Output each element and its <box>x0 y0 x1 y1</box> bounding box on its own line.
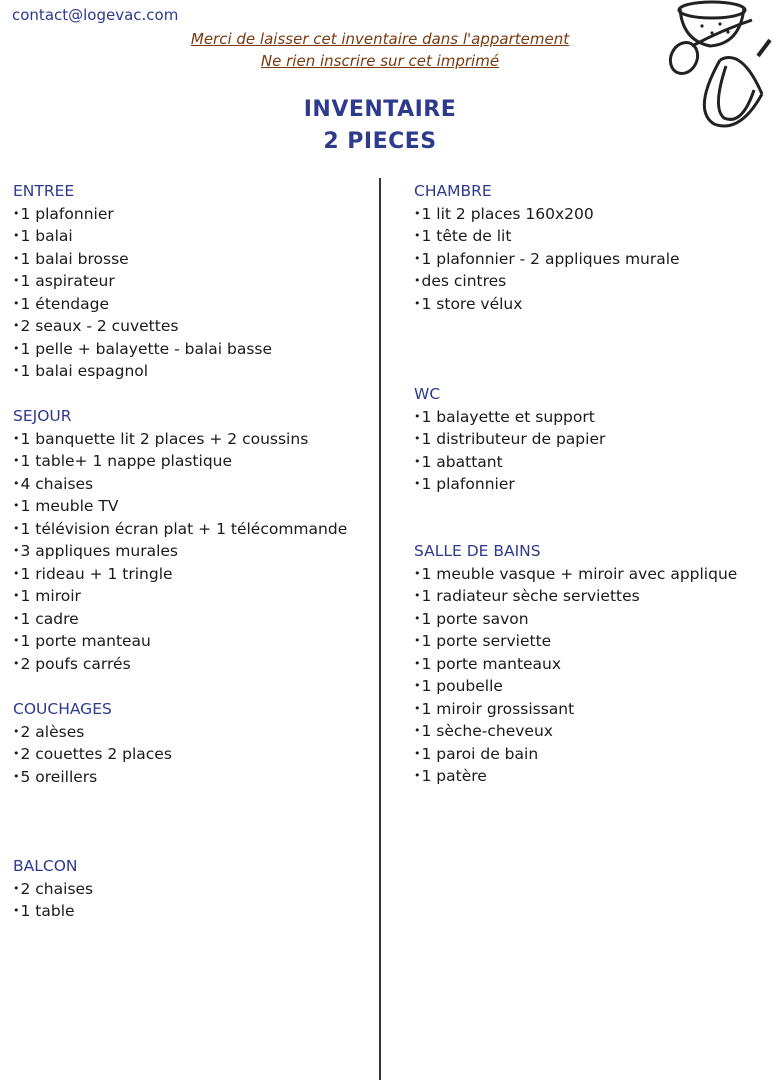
bullet-icon: • <box>13 634 20 647</box>
item-label: 1 rideau + 1 tringle <box>20 564 173 583</box>
bullet-icon: • <box>414 679 421 692</box>
inventory-item <box>13 338 272 361</box>
section-title: CHAMBRE <box>414 182 492 200</box>
section-title: COUCHAGES <box>13 700 112 718</box>
inventory-item <box>13 270 272 293</box>
inventory-item <box>414 653 737 676</box>
item-label: 1 aspirateur <box>20 272 115 290</box>
inventory-subtitle: 2 PIECES <box>323 129 437 154</box>
bullet-icon: • <box>414 229 421 242</box>
inventory-item <box>13 473 347 496</box>
instruction-note-2: Ne rien inscrire sur cet imprimé <box>260 52 500 70</box>
item-label: 1 table <box>20 902 75 920</box>
section-entree <box>13 180 272 383</box>
section-balcon <box>13 855 93 923</box>
item-label: 1 porte serviette <box>421 632 552 650</box>
item-label: 1 sèche-cheveux <box>421 722 553 740</box>
inventory-item <box>414 293 680 316</box>
section-title: ENTREE <box>13 182 75 200</box>
bullet-icon: • <box>13 454 20 467</box>
bullet-icon: • <box>414 769 421 782</box>
inventory-item <box>13 766 172 789</box>
contact-email: contact@logevac.com <box>12 6 179 24</box>
item-label: 1 porte manteau <box>20 632 151 650</box>
item-label: 1 télévision écran plat + 1 télécommande <box>20 519 348 538</box>
bullet-icon: • <box>414 656 421 670</box>
section-wc <box>414 383 605 496</box>
item-label: 1 étendage <box>20 294 109 313</box>
item-label: 1 poubelle <box>421 677 503 695</box>
bullet-icon: • <box>13 341 20 355</box>
item-label: 1 miroir <box>20 587 81 605</box>
inventory-item <box>414 406 605 429</box>
item-label: 1 lit 2 places 160x200 <box>421 204 594 223</box>
inventory-title: INVENTAIRE <box>303 97 457 122</box>
bullet-icon: • <box>414 274 421 287</box>
inventory-item <box>414 203 680 226</box>
bullet-icon: • <box>13 431 20 445</box>
item-label: 2 chaises <box>20 879 94 898</box>
inventory-item <box>414 698 737 721</box>
inventory-item <box>414 248 680 271</box>
bullet-icon: • <box>414 477 421 490</box>
inventory-item <box>13 428 347 451</box>
item-label: 1 banquette lit 2 places + 2 coussins <box>20 429 309 448</box>
inventory-item <box>13 540 347 563</box>
inventory-item <box>414 451 605 474</box>
inventory-item <box>13 495 347 518</box>
item-label: 1 abattant <box>421 452 503 471</box>
bullet-icon: • <box>13 589 20 602</box>
section-salle-de-bains <box>414 540 737 788</box>
section-sejour <box>13 405 347 675</box>
item-label: 1 miroir grossissant <box>421 699 575 718</box>
item-label: 1 plafonnier <box>20 204 114 223</box>
inventory-item <box>13 225 272 248</box>
item-label: 1 porte savon <box>421 609 529 628</box>
item-label: des cintres <box>421 272 507 290</box>
section-chambre <box>414 180 680 315</box>
item-label: 1 porte manteaux <box>421 654 562 673</box>
bullet-icon: • <box>13 521 20 535</box>
item-label: 4 chaises <box>20 474 94 493</box>
inventory-item <box>414 225 680 248</box>
item-label: 1 balai espagnol <box>20 362 149 380</box>
bullet-icon: • <box>414 409 421 423</box>
bullet-icon: • <box>414 724 421 737</box>
inventory-item <box>13 450 347 473</box>
bullet-icon: • <box>414 611 421 625</box>
item-label: 1 balayette et support <box>421 407 595 426</box>
bullet-icon: • <box>414 432 421 445</box>
bullet-icon: • <box>414 296 421 310</box>
item-label: 1 distributeur de papier <box>421 430 606 448</box>
section-title: SEJOUR <box>13 407 72 425</box>
inventory-item <box>13 900 93 923</box>
item-label: 1 pelle + balayette - balai basse <box>20 339 273 358</box>
bullet-icon: • <box>13 364 20 377</box>
section-title: SALLE DE BAINS <box>414 542 541 560</box>
inventory-item <box>414 630 737 653</box>
inventory-item <box>13 360 272 383</box>
bullet-icon: • <box>414 206 421 220</box>
inventory-item <box>13 518 347 541</box>
bullet-icon: • <box>13 251 20 265</box>
bullet-icon: • <box>13 229 20 242</box>
inventory-item <box>13 293 272 316</box>
inventory-item <box>414 743 737 766</box>
bullet-icon: • <box>414 746 421 760</box>
inventory-item <box>414 270 680 293</box>
inventory-item <box>414 428 605 451</box>
bullet-icon: • <box>414 701 421 715</box>
instruction-note-1: Merci de laisser cet inventaire dans l'appartement <box>190 30 570 48</box>
inventory-item <box>414 563 737 586</box>
inventory-item <box>414 765 737 788</box>
section-title: BALCON <box>13 857 78 875</box>
bullet-icon: • <box>414 566 421 580</box>
item-label: 1 cadre <box>20 609 79 628</box>
item-label: 2 couettes 2 places <box>20 745 172 763</box>
bullet-icon: • <box>13 566 20 580</box>
bullet-icon: • <box>13 611 20 625</box>
inventory-item <box>13 248 272 271</box>
item-label: 1 balai brosse <box>20 249 129 268</box>
inventory-item <box>414 608 737 631</box>
bullet-icon: • <box>414 634 421 647</box>
item-label: 1 patère <box>421 767 487 785</box>
item-label: 3 appliques murales <box>20 542 178 560</box>
column-divider <box>379 178 381 1080</box>
inventory-item <box>13 563 347 586</box>
item-label: 1 tête de lit <box>421 227 512 245</box>
bullet-icon: • <box>13 476 20 490</box>
inventory-item <box>13 315 272 338</box>
bullet-icon: • <box>414 589 421 602</box>
item-label: 2 alèses <box>20 722 85 741</box>
inventory-item <box>13 878 93 901</box>
bullet-icon: • <box>414 454 421 468</box>
inventory-item <box>13 721 172 744</box>
bullet-icon: • <box>13 769 20 783</box>
bullet-icon: • <box>13 206 20 220</box>
inventory-item <box>414 585 737 608</box>
section-couchages <box>13 698 172 788</box>
item-label: 1 meuble vasque + miroir avec applique <box>421 564 738 583</box>
bullet-icon: • <box>13 881 20 895</box>
item-label: 1 plafonnier - 2 appliques murale <box>421 249 680 268</box>
inventory-item <box>13 203 272 226</box>
inventory-item <box>414 720 737 743</box>
bullet-icon: • <box>13 499 20 512</box>
item-label: 2 poufs carrés <box>20 654 131 673</box>
inventory-item <box>414 473 605 496</box>
inventory-item <box>13 630 347 653</box>
bullet-icon: • <box>13 747 20 760</box>
bullet-icon: • <box>13 904 20 917</box>
item-label: 1 meuble TV <box>20 497 119 515</box>
item-label: 1 plafonnier <box>421 475 515 493</box>
item-label: 1 paroi de bain <box>421 744 539 763</box>
item-label: 2 seaux - 2 cuvettes <box>20 317 179 335</box>
item-label: 1 store vélux <box>421 294 523 313</box>
item-label: 1 radiateur sèche serviettes <box>421 587 640 605</box>
bullet-icon: • <box>13 656 20 670</box>
bullet-icon: • <box>13 544 20 557</box>
bullet-icon: • <box>13 724 20 738</box>
inventory-item <box>414 675 737 698</box>
inventory-item <box>13 743 172 766</box>
inventory-item <box>13 585 347 608</box>
bullet-icon: • <box>414 251 421 265</box>
bullet-icon: • <box>13 274 20 287</box>
inventory-item <box>13 608 347 631</box>
item-label: 5 oreillers <box>20 767 98 786</box>
inventory-item <box>13 653 347 676</box>
bullet-icon: • <box>13 296 20 310</box>
section-title: WC <box>414 385 441 403</box>
item-label: 1 table+ 1 nappe plastique <box>20 452 233 470</box>
item-label: 1 balai <box>20 227 73 245</box>
bullet-icon: • <box>13 319 20 332</box>
